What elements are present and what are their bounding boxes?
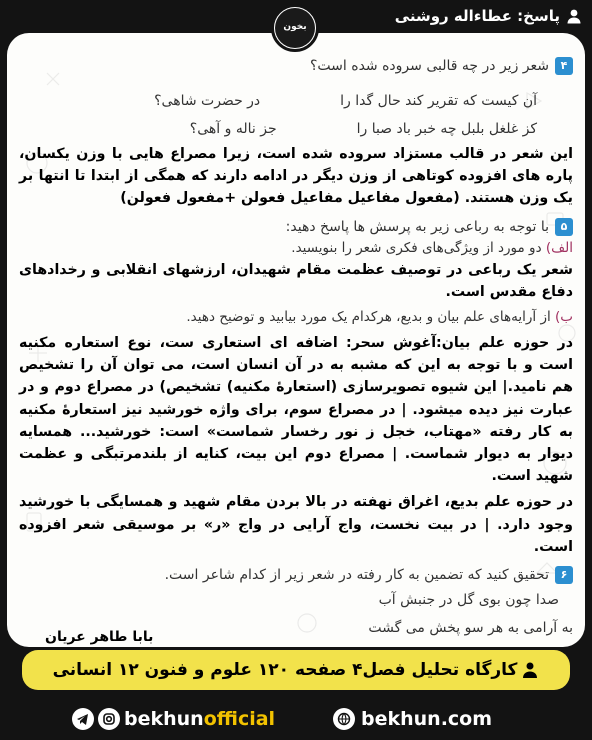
question-5: [19, 216, 573, 238]
question-6: [19, 564, 573, 586]
instagram-icon[interactable]: [98, 708, 120, 730]
verse-hemistich: کز غلغل بلبل چه خبر باد صبا را: [356, 121, 537, 137]
question-number: ۶: [555, 566, 573, 584]
globe-icon: [333, 708, 355, 730]
verse-line: [19, 586, 573, 614]
teacher-icon: [521, 661, 539, 679]
verse-hemistich: آن کیست که تقریر کند حال گدا را: [340, 93, 537, 109]
logo-text: بخون: [275, 8, 315, 48]
sub-label: ب): [555, 309, 573, 326]
verse-line: [19, 115, 573, 143]
poet-credit: بابا طاهر عریان: [45, 629, 154, 645]
card-content: [19, 55, 573, 642]
verse-hemistich: به آرامی به هر سو پخش می گشت: [368, 620, 573, 637]
handle-text-a: bekhun: [124, 708, 204, 730]
brand-logo: [271, 4, 319, 52]
footer-title: کارگاه تحلیل فصل۴ صفحه ۱۲۰ علوم و فنون ۱۲ انسانی: [52, 660, 518, 680]
author-text: پاسخ: عطاءاله روشنی: [394, 7, 560, 25]
verse-hemistich: در حضرت شاهی؟: [154, 93, 261, 109]
website-text: bekhun.com: [361, 708, 493, 730]
verse-line: [19, 87, 573, 115]
sub-question-b: [19, 307, 573, 328]
telegram-icon[interactable]: [72, 708, 94, 730]
bottom-bar: [0, 700, 592, 740]
sub-label: الف): [545, 239, 573, 256]
answer-text: در حوزه علم بیان:آغوش سحر: اضافه ای استعاری ست، نوع استعاره مکنیه است و با توجه به این که مشبه به در آن انسان است، می توان آن را تشخیص هم نامید.| این شیوه تصویرسازی (استعارهٔ مکنیه) تشخیص) در مصراع دوم و در عبارت نیز دیده میشود. | در مصراع سوم، برای واژه خورشید نیز استعارهٔ مکنیه به کار رفته «مهتاب، خجل ز نور رخسار شماست» است: خورشید... همسایه دیوار به دیوار شماست. | مصراع دوم این بیت، کنایه از بلندمرتبگی و عظمت شهید است.: [19, 335, 573, 485]
sub-question-text: دو مورد از ویژگی‌های فکری شعر را بنویسید.: [291, 239, 542, 256]
website-link[interactable]: [333, 708, 492, 730]
author-line: [395, 7, 582, 25]
answer-text: این شعر در قالب مستزاد سروده شده است، زیرا مصراع هایی با وزن یکسان، پاره های افزوده کوتاهی از وزن دیگر در ادامه دارند که همگی از ابتدا تا انتها بر یک وزن هستند. (مفعول مفاعیل مفاعیل فعولن +مفعول فعولن): [19, 146, 573, 207]
social-handle[interactable]: [72, 708, 275, 730]
question-text: با توجه به رباعی زیر به پرسش ها پاسخ دهید:: [285, 218, 549, 235]
verse-hemistich: جز ناله و آهی؟: [189, 121, 277, 137]
sub-question-text: از آرایه‌های علم بیان و بدیع، هرکدام یک مورد بیابید و توضیح دهید.: [186, 309, 551, 326]
handle-text-b: official: [203, 708, 276, 730]
sub-question-a: [19, 238, 573, 259]
question-4: [19, 55, 573, 77]
question-text: تحقیق کنید که تضمین به کار رفته در شعر زیر از کدام شاعر است.: [164, 567, 549, 584]
question-number: ۵: [555, 218, 573, 236]
verse-hemistich: صدا چون بوی گل در جنبش آب: [378, 592, 559, 609]
question-number: ۴: [555, 57, 573, 75]
content-card: [7, 33, 585, 647]
answer-text: شعر یک رباعی در توصیف عظمت مقام شهیدان، ارزشهای انقلابی و رخدادهای دفاع مقدس است.: [19, 261, 573, 300]
answer-text: در حوزه علم بدیع، اغراق نهفته در بالا بردن مقام شهید و همسایگی با خورشید وجود دارد. | در بیت نخست، واج آرایی در واج «ر» بر موسیقی شعر افزوده است.: [19, 494, 573, 555]
footer-banner: [22, 650, 570, 690]
question-text: شعر زیر در چه قالبی سروده شده است؟: [309, 58, 549, 74]
user-icon: [566, 8, 582, 24]
